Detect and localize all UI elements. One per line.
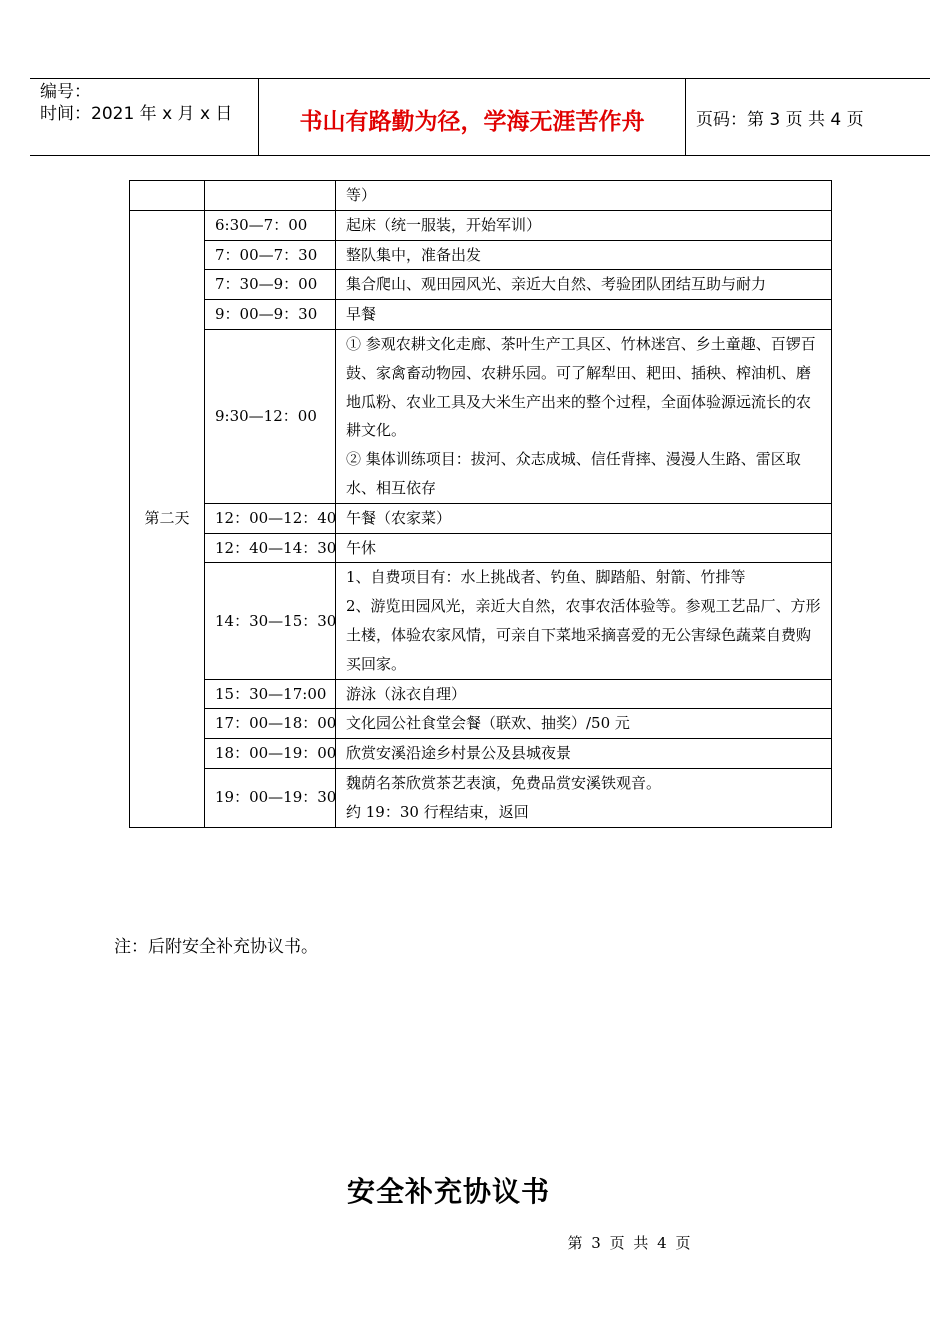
- activity-line: ② 集体训练项目：拔河、众志成城、信任背摔、漫漫人生路、雷区取水、相互依存: [346, 450, 801, 497]
- activity-cell: [336, 329, 832, 503]
- activity-line: 整队集中，准备出发: [346, 245, 482, 264]
- table-row: [130, 768, 832, 827]
- activity-line: 1、自费项目有：水上挑战者、钓鱼、脚踏船、射箭、竹排等: [346, 568, 746, 587]
- time-cell: 7：00—7：30: [205, 240, 336, 270]
- schedule-table: [129, 180, 832, 828]
- activity-cell: [336, 679, 832, 709]
- table-row: [130, 563, 832, 679]
- time-cell: 9:30—12：00: [205, 329, 336, 503]
- header-page-label: 页码：第 3 页 共 4 页: [696, 109, 864, 130]
- activity-line: 早餐: [346, 305, 377, 324]
- activity-cell: [336, 739, 832, 769]
- activity-line: 游泳（泳衣自理）: [346, 684, 467, 703]
- time-cell: 19：00—19：30: [205, 768, 336, 827]
- note-text: 注：后附安全补充协议书。: [114, 937, 318, 957]
- page-header: [30, 78, 930, 156]
- table-row: [130, 709, 832, 739]
- time-cell: 15：30—17:00: [205, 679, 336, 709]
- table-row: [130, 679, 832, 709]
- document-number-label: 编号：: [40, 82, 91, 102]
- activity-line: 欣赏安溪沿途乡村景公及县城夜景: [346, 744, 572, 763]
- activity-cell: [336, 709, 832, 739]
- activity-line: 约 19：30 行程结束，返回: [346, 802, 529, 821]
- activity-line: 集合爬山、观田园风光、亲近大自然、考验团队团结互助与耐力: [346, 275, 767, 294]
- time-cell: 18：00—19：00: [205, 739, 336, 769]
- table-row: [130, 739, 832, 769]
- table-row: [130, 533, 832, 563]
- activity-cell: 等）: [336, 181, 832, 211]
- table-row: [130, 329, 832, 503]
- activity-cell: [336, 533, 832, 563]
- table-row: [130, 300, 832, 330]
- activity-line: 2、游览田园风光，亲近大自然，农事农活体验等。参观工艺品厂、方形土楼，体验农家风情，可亲自下菜地采摘喜爱的无公害绿色蔬菜自费购买回家。: [346, 597, 821, 673]
- header-motto: 书山有路勤为径，学海无涯苦作舟: [259, 79, 686, 155]
- activity-line: 午休: [346, 538, 377, 557]
- time-cell: 14：30—15：30: [205, 563, 336, 679]
- time-cell: 12：00—12：40: [205, 503, 336, 533]
- time-cell: 9：00—9：30: [205, 300, 336, 330]
- activity-cell: [336, 210, 832, 240]
- header-meta: [30, 79, 259, 155]
- table-row: [130, 270, 832, 300]
- time-cell-empty: [205, 181, 336, 211]
- time-cell: 7：30—9：00: [205, 270, 336, 300]
- activity-line: 魏荫名茶欣赏茶艺表演，免费品赏安溪铁观音。: [346, 773, 662, 792]
- time-cell: 6:30—7：00: [205, 210, 336, 240]
- day-cell-empty: [130, 181, 205, 211]
- table-row: [130, 240, 832, 270]
- table-row: [130, 210, 832, 240]
- activity-cell: [336, 503, 832, 533]
- activity-line: ① 参观农耕文化走廊、茶叶生产工具区、竹林迷宫、乡土童趣、百锣百鼓、家禽畜动物园、农耕乐园。可了解犁田、耙田、插秧、榨油机、磨地瓜粉、农业工具及大米生产出来的整个过程，全面体验源远流长的农耕文化。: [346, 334, 816, 440]
- time-cell: 12：40—14：30: [205, 533, 336, 563]
- activity-line: 午餐（农家菜）: [346, 508, 452, 527]
- agreement-title: 安全补充协议书: [346, 1175, 550, 1208]
- table-row: [130, 181, 832, 211]
- activity-cell: [336, 240, 832, 270]
- activity-cell: [336, 563, 832, 679]
- activity-cell: [336, 300, 832, 330]
- page-footer: 第 3 页 共 4 页: [567, 1234, 691, 1252]
- table-row: [130, 503, 832, 533]
- document-date-label: 时间：2021 年 x 月 x 日: [40, 104, 233, 124]
- activity-cell: [336, 270, 832, 300]
- activity-line: 起床（统一服装，开始军训）: [346, 215, 542, 234]
- time-cell: 17：00—18：00: [205, 709, 336, 739]
- activity-line: 文化园公社食堂会餐（联欢、抽奖）/50 元: [346, 714, 630, 733]
- day-cell: 第二天: [130, 210, 205, 827]
- activity-cell: [336, 768, 832, 827]
